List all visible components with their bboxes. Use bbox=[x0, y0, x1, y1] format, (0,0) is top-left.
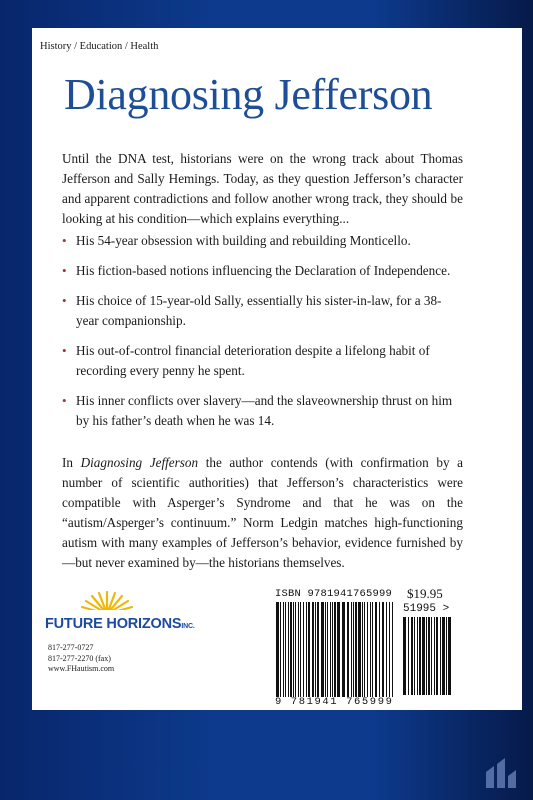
barcode-bar bbox=[419, 617, 421, 695]
barcode-bar bbox=[417, 617, 418, 695]
list-item: • His out-of-control financial deterioration despite a lifelong habit of recording every penny he spent. bbox=[62, 343, 430, 378]
list-item: • His fiction-based notions influencing the Declaration of Independence. bbox=[62, 261, 462, 281]
isbn-label: ISBN 9781941765999 bbox=[275, 588, 393, 600]
barcode-bar bbox=[295, 602, 296, 697]
barcode-bar bbox=[337, 602, 340, 697]
publisher-contact bbox=[48, 643, 114, 675]
barcode-bar bbox=[434, 617, 435, 695]
barcode-bar bbox=[392, 602, 393, 697]
barcode-bar bbox=[426, 617, 427, 695]
barcode-bar bbox=[290, 602, 292, 697]
barcode-bar bbox=[353, 602, 354, 697]
publisher-fax: 817-277-2270 (fax) bbox=[48, 653, 111, 663]
barcode-bar bbox=[306, 602, 307, 697]
publisher-logo bbox=[45, 590, 205, 635]
barcode-bar bbox=[334, 602, 336, 697]
barcode-bar bbox=[372, 602, 373, 697]
barcode-bar bbox=[332, 602, 333, 697]
publisher-name: FUTURE HORIZONS bbox=[45, 616, 182, 632]
bullet-icon: • bbox=[62, 343, 67, 358]
barcode-bar bbox=[308, 602, 310, 697]
barcode-bar bbox=[300, 602, 301, 697]
barcode-bar bbox=[389, 602, 390, 697]
barcode-bar bbox=[303, 602, 304, 697]
barcode-digits: 9 781941 765999 bbox=[275, 696, 394, 708]
intro-paragraph: Until the DNA test, historians were on the wrong track about Thomas Jefferson and Sally Hemings. Today, as they question Jefferson’s character and apparent contradictions and follow another wrong track, they should be looking at his condition—which explains everything... bbox=[62, 151, 463, 226]
bullet-icon: • bbox=[62, 233, 67, 248]
barcode-bar bbox=[358, 602, 361, 697]
barcode-bar bbox=[414, 617, 415, 695]
barcode-bar bbox=[293, 602, 294, 697]
barcode-bar bbox=[276, 602, 279, 697]
barcode-bar bbox=[442, 617, 445, 695]
barcode-bar bbox=[280, 602, 281, 697]
bullet-icon: • bbox=[62, 393, 67, 408]
barcode-bar bbox=[386, 602, 387, 697]
closing-paragraph: In Diagnosing Jefferson the author contends (with confirmation by a number of scientific authorities) that Jefferson’s characteristics were compatible with Asperger’s Syndrome and that he was on the “autism/Asperger’s continuum.” Norm Ledgin matches high-functioning autism with many examples of Jefferson’s behavior, evidence furnished by—but never examined by—the historians themselves. bbox=[62, 455, 463, 570]
price-label: $19.95 bbox=[407, 586, 443, 601]
category-label: History / Education / Health bbox=[40, 41, 159, 52]
barcode-bar bbox=[283, 602, 284, 697]
barcode-bar bbox=[403, 617, 406, 695]
book-title: Diagnosing Jefferson bbox=[64, 70, 433, 119]
book-title-inline: Diagnosing Jefferson bbox=[80, 455, 199, 470]
barcode-bar bbox=[375, 602, 377, 697]
barcode-bar bbox=[448, 617, 451, 695]
barcode-bar bbox=[288, 602, 289, 697]
barcode-bar bbox=[315, 602, 316, 697]
publisher-website: www.FHautism.com bbox=[48, 664, 115, 673]
list-item: • His 54-year obsession with building and rebuilding Monticello. bbox=[62, 231, 462, 251]
price-code: 51995 > bbox=[403, 603, 450, 615]
publisher-phone: 817-277-0727 bbox=[48, 643, 94, 652]
barcode-bar bbox=[446, 617, 447, 695]
sunrise-logo-icon bbox=[77, 590, 137, 616]
barcode-bar bbox=[367, 602, 368, 697]
barcode-bar bbox=[422, 617, 425, 695]
barcode-bar bbox=[362, 602, 363, 697]
barcode-bar bbox=[411, 617, 413, 695]
barcode-bar bbox=[382, 602, 384, 697]
isbn-barcode bbox=[275, 602, 397, 697]
barcode-bar bbox=[436, 617, 438, 695]
list-item: • His inner conflicts over slavery—and the slaveownership thrust on him by his father’s death when he was 14. bbox=[62, 393, 453, 428]
barcode-bar bbox=[298, 602, 299, 697]
barcode-bar bbox=[342, 602, 345, 697]
barcode-bar bbox=[351, 602, 352, 697]
barcode-bar bbox=[325, 602, 326, 697]
barcode-bar bbox=[355, 602, 357, 697]
publisher-suffix: INC. bbox=[181, 623, 195, 630]
barcode-bar bbox=[317, 602, 319, 697]
barcode-bar bbox=[347, 602, 349, 697]
list-item: • His choice of 15-year-old Sally, essentially his sister-in-law, for a 38-year companionship. bbox=[62, 293, 442, 328]
barcode-bar bbox=[431, 617, 432, 695]
price-barcode bbox=[402, 617, 452, 695]
barcode-bar bbox=[321, 602, 324, 697]
bullet-icon: • bbox=[62, 263, 67, 278]
lsi-mark-icon bbox=[482, 752, 522, 792]
bullet-icon: • bbox=[62, 293, 67, 308]
barcode-bar bbox=[364, 602, 365, 697]
barcode-bar bbox=[379, 602, 380, 697]
barcode-bar bbox=[330, 602, 331, 697]
barcode-bar bbox=[370, 602, 371, 697]
barcode-bar bbox=[440, 617, 441, 695]
barcode-bar bbox=[327, 602, 328, 697]
barcode-bar bbox=[408, 617, 409, 695]
bullet-list bbox=[62, 231, 462, 441]
barcode-bar bbox=[312, 602, 314, 697]
barcode-bar bbox=[428, 617, 430, 695]
barcode-bar bbox=[285, 602, 286, 697]
